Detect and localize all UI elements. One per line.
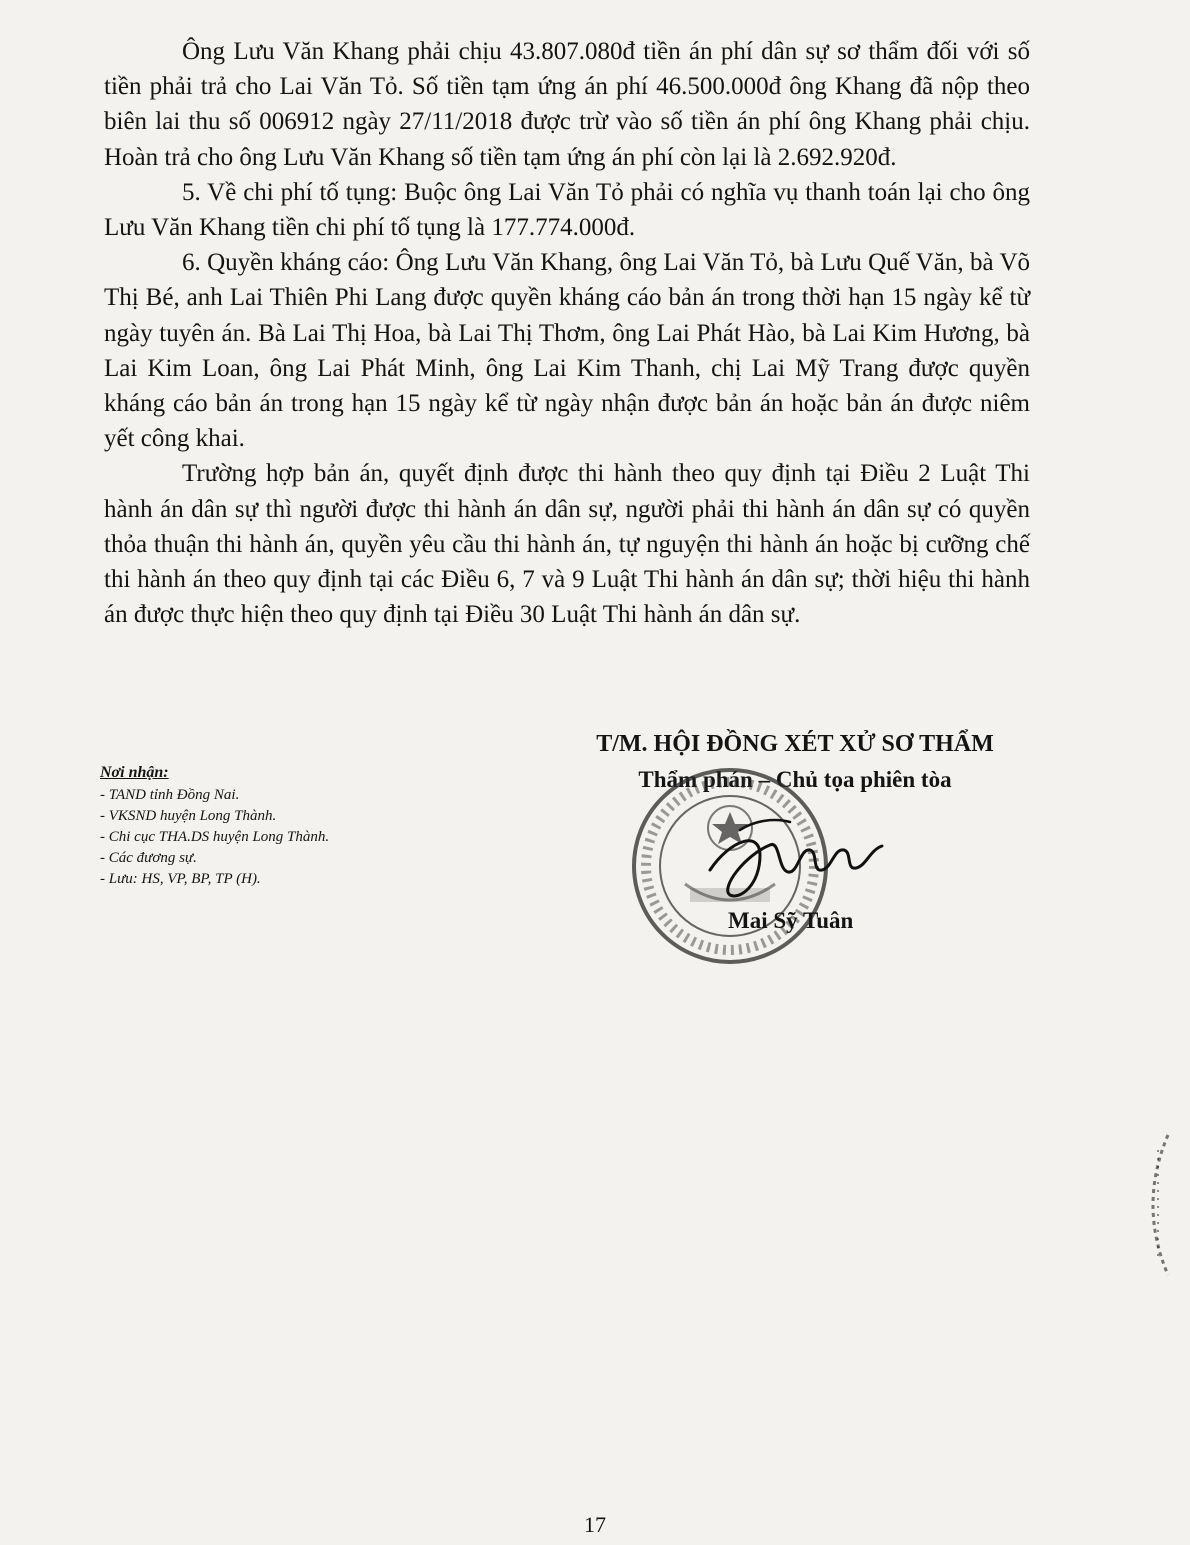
recipients-title: Nơi nhận: (100, 764, 169, 781)
recipient-item: - Chi cục THA.DS huyện Long Thành. (100, 829, 330, 845)
judgment-body (104, 34, 1030, 632)
paragraph-appeal-right: 6. Quyền kháng cáo: Ông Lưu Văn Khang, ông Lai Văn Tỏ, bà Lưu Quế Văn, bà Võ Thị Bé, anh Lai Thiên Phi Lang được quyền kháng cáo bản án trong thời hạn 15 ngày kể từ ngày tuyên án. Bà Lai Thị Hoa, bà Lai Thị Thơm, ông Lai Phát Hào, bà Lai Kim Hương, bà Lai Kim Loan, ông Lai Phát Minh, ông Lai Kim Thanh, chị Lai Mỹ Trang được quyền kháng cáo bản án trong hạn 15 ngày kể từ ngày nhận được bản án hoặc bản án được niêm yết công khai. (104, 249, 1030, 453)
council-title: T/M. HỘI ĐỒNG XÉT XỬ SƠ THẨM (596, 731, 994, 757)
paragraph-enforcement: Trường hợp bản án, quyết định được thi hành theo quy định tại Điều 2 Luật Thi hành án dân sự thì người được thi hành án dân sự, người phải thi hành án dân sự có quyền thỏa thuận thi hành án, quyền yêu cầu thi hành án, tự nguyện thi hành án hoặc bị cưỡng chế thi hành án theo quy định tại các Điều 6, 7 và 9 Luật Thi hành án dân sự; thời hiệu thi hành án được thực hiện theo quy định tại Điều 30 Luật Thi hành án dân sự. (104, 460, 1030, 629)
handwritten-signature-icon (700, 800, 890, 910)
page-number: 17 (584, 1512, 606, 1537)
recipients-block (100, 762, 440, 890)
recipient-item: - Lưu: HS, VP, BP, TP (H). (100, 871, 261, 887)
recipients-list (100, 785, 440, 890)
judge-title: Thẩm phán – Chủ tọa phiên tòa (638, 767, 952, 792)
paragraph-court-fee: Ông Lưu Văn Khang phải chịu 43.807.080đ tiền án phí dân sự sơ thẩm đối với số tiền phải trả cho Lai Văn Tỏ. Số tiền tạm ứng án phí 46.500.000đ ông Khang đã nộp theo biên lai thu số 006912 ngày 27/11/2018 được trừ vào số tiền án phí ông Khang phải chịu. Hoàn trả cho ông Lưu Văn Khang số tiền tạm ứng án phí còn lại là 2.692.920đ. (104, 38, 1030, 171)
paragraph-litigation-cost: 5. Về chi phí tố tụng: Buộc ông Lai Văn Tỏ phải có nghĩa vụ thanh toán lại cho ông Lưu Văn Khang tiền chi phí tố tụng là 177.774.000đ. (104, 178, 1030, 242)
recipient-item: - VKSND huyện Long Thành. (100, 808, 277, 824)
recipient-item: - TAND tỉnh Đồng Nai. (100, 787, 240, 803)
recipient-item: - Các đương sự. (100, 850, 197, 866)
signer-name: Mai Sỹ Tuân (728, 908, 854, 933)
edge-stamp-icon (1128, 1130, 1178, 1280)
